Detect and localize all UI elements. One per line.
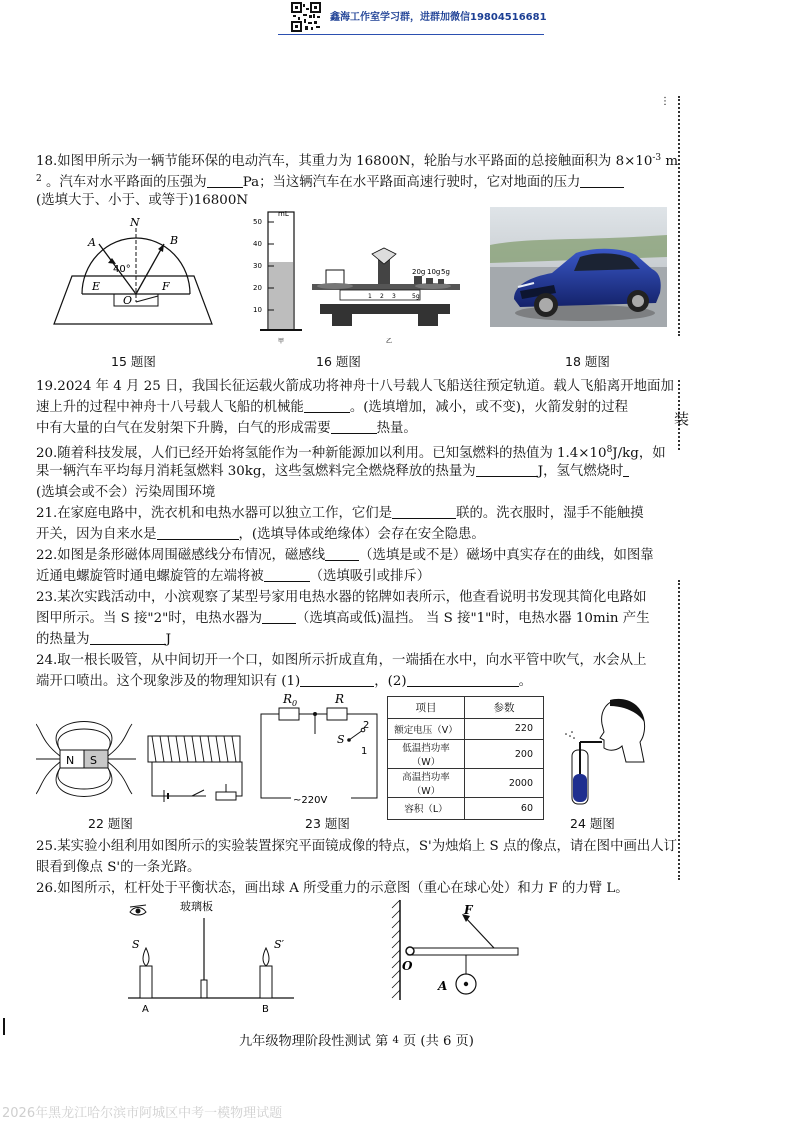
svg-text:10g: 10g [427, 268, 441, 276]
question-18-line2: $^2$ 。汽车对水平路面的压强为 Pa；当这辆汽车在水平路面高速行驶时，它对地面的压力 [36, 169, 672, 194]
svg-text:R: R [335, 692, 345, 706]
switch-blade [349, 730, 363, 740]
svg-text:2: 2 [380, 293, 384, 300]
answer-blank-24-1[interactable] [300, 672, 374, 687]
svg-text:1: 1 [368, 293, 372, 300]
svg-text:20: 20 [253, 284, 262, 292]
svg-text:O: O [402, 959, 413, 973]
svg-text:甲: 甲 [278, 338, 285, 344]
figure-25-plane-mirror [118, 898, 304, 1018]
table-row: 低温挡功率（W） 200 [388, 740, 544, 769]
lever-bar [408, 948, 518, 955]
answer-blank-20-2[interactable] [623, 462, 629, 477]
resistor-r [327, 708, 347, 720]
svg-text:20g: 20g [412, 268, 426, 276]
table-row: 高温挡功率（W） 2000 [388, 769, 544, 798]
svg-text:5g: 5g [412, 293, 420, 300]
question-23: 23.某次实践活动中，小滨观察了某型号家用电热水器的铭牌如表所示，他查看说明书发现其简化电路如 [36, 590, 647, 605]
plane-mirror-base [54, 276, 212, 324]
figure-23-circuit [255, 690, 385, 808]
table-row: 容积（L） 60 [388, 798, 544, 820]
watermark-title: 2026年黑龙江哈尔滨市阿城区中考一模物理试题 [2, 1106, 283, 1121]
label-a: A [88, 236, 96, 249]
svg-text:B: B [262, 1004, 269, 1015]
question-20-line3: (选填会或不会）污染周围环境 [36, 485, 216, 500]
svg-text:2: 2 [363, 720, 370, 731]
reflected-ray [136, 244, 164, 294]
question-19-line2: 速上升的过程中神舟十八号载人飞船的机械能 。(选填增加，减小，或不变)，火箭发射的过程 [36, 400, 629, 415]
binding-dotted-line-top [678, 96, 680, 336]
question-23-line3: 的热量为 J [36, 632, 171, 647]
answer-blank-18-2[interactable] [580, 173, 624, 188]
magnet-n-pole: N [66, 754, 75, 767]
svg-text:mL: mL [278, 210, 289, 218]
question-25: 25.某实验小组利用如图所示的实验装置探究平面镜成像的特点，S'为烛焰上 S 点的像点，请在图中画出人订 [36, 839, 678, 854]
svg-text:A: A [142, 1004, 149, 1015]
figure-15-reflection-diagram [44, 214, 224, 334]
answer-blank-18-1[interactable] [207, 173, 243, 188]
answer-blank-19-2[interactable] [331, 419, 377, 434]
balance-base [320, 304, 450, 314]
svg-text:A: A [438, 979, 448, 993]
header-promo-text: 鑫海工作室学习群，进群加微信19804516681 [330, 12, 547, 23]
figure-18-electric-car-photo [490, 207, 667, 327]
answer-blank-20-1[interactable] [476, 462, 538, 477]
question-25-line2: 眼看到像点 S'的一条光路。 [36, 860, 201, 875]
answer-blank-23-2[interactable] [90, 630, 166, 645]
question-23-line2: 图甲所示。当 S 接"2"时，电热水器为 （选填高或低)温挡。 当 S 接"1"时，电热水器 10min 产生 [36, 611, 650, 626]
figure-15-caption: 15 题图 [111, 354, 156, 369]
svg-text:3: 3 [392, 293, 396, 300]
answer-blank-22-1[interactable] [325, 546, 359, 561]
label-angle: 40° [113, 264, 131, 275]
label-n: N [130, 216, 140, 229]
svg-text:5g: 5g [441, 268, 450, 276]
answer-blank-24-2[interactable] [407, 672, 519, 687]
question-19: 19.2024 年 4 月 25 日，我国长征运载火箭成功将神舟十八号载人飞船送往预定轨道。载人飞船离开地面加 [36, 379, 674, 394]
figure-22-caption: 22 题图 [88, 816, 133, 831]
question-24-line2: 端开口喷出。这个现象涉及的物理知识有 (1) ，(2) 。 [36, 674, 533, 689]
svg-text:10: 10 [253, 306, 262, 314]
question-20-line2: 果一辆汽车平均每月消耗氢燃料 30kg，这些氢燃料完全燃烧释放的热量为 J，氢气燃烧时 [36, 461, 672, 483]
question-22: 22.如图是条形磁体周围磁感线分布情况，磁感线 （选填是或不是）磁场中真实存在的曲线，如图靠 [36, 548, 654, 563]
svg-text:50: 50 [253, 218, 262, 226]
qr-code-image [291, 2, 321, 32]
svg-text:~220V: ~220V [293, 795, 328, 806]
figure-23-caption: 23 题图 [305, 816, 350, 831]
svg-text:S: S [132, 938, 140, 951]
question-22-line2: 近通电螺旋管时通电螺旋管的左端将被 （选填吸引或排斥） [36, 569, 431, 584]
spec-header-item: 项目 [388, 697, 465, 719]
figure-16-caption: 16 题图 [316, 354, 361, 369]
answer-blank-22-2[interactable] [264, 567, 310, 582]
question-26: 26.如图所示，杠杆处于平衡状态，画出球 A 所受重力的示意图（重心在球心处）和力 F 的力臂 L。 [36, 881, 629, 896]
answer-blank-21-2[interactable] [157, 525, 239, 540]
question-21-line2: 开关，因为自来水是 ，(选填导体或绝缘体）会存在安全隐患。 [36, 527, 485, 542]
svg-text:R0: $R_0$ [283, 692, 298, 708]
margin-mark [3, 1018, 5, 1035]
header-divider [278, 34, 544, 35]
page-number: 4 [392, 1035, 399, 1046]
svg-text:S′: S′ [274, 938, 285, 951]
magnet-s-pole: S [90, 754, 97, 767]
figure-26-lever [390, 898, 526, 1002]
pivot-o [406, 947, 414, 955]
candle-a [140, 966, 152, 998]
page-footer: 九年级物理阶段性测试 第 4 页 (共 6 页) [239, 1034, 474, 1049]
question-19-line3: 中有大量的白气在发射架下升腾，白气的形成需要 热量。 [36, 421, 417, 436]
svg-text:40: 40 [253, 240, 262, 248]
answer-blank-19-1[interactable] [304, 398, 350, 413]
label-e: E [92, 280, 101, 293]
question-21: 21.在家庭电路中，洗衣机和电热水器可以独立工作，它们是 联的。洗衣服时，湿手不能触摸 [36, 506, 644, 521]
figure-24-straw-experiment [560, 692, 650, 810]
svg-text:30: 30 [253, 262, 262, 270]
question-18: 18.如图甲所示为一辆节能环保的电动汽车，其重力为 16800N，轮胎与水平路面的总接触面积为 $8\times 10^{-3}$ m [36, 153, 679, 169]
label-b: B [170, 234, 179, 247]
svg-text:S: S [337, 733, 345, 746]
answer-blank-23-1[interactable] [262, 609, 296, 624]
figure-18-caption: 18 题图 [565, 354, 610, 369]
question-24: 24.取一根长吸管，从中间切开一个口，如图所示折成直角，一端插在水中，向水平管中吹气，水会从上 [36, 653, 647, 668]
svg-text:F: F [464, 903, 473, 917]
question-20: 20.随着科技发展，人们已经开始将氢能作为一种新能源加以利用。已知氢燃料的热值为 $1.4\times 10^8J/kg$，如 [36, 445, 666, 461]
binding-label: 装 [674, 410, 690, 428]
label-f: F [162, 280, 170, 293]
question-18-line3: (选填大于、小于、或等于)16800N [36, 193, 249, 208]
figure-16-cylinder-and-balance [250, 204, 460, 344]
resistor-r0 [279, 708, 299, 720]
corner-mark: ⋮ [660, 96, 670, 107]
force-f [464, 916, 494, 948]
candle-b [260, 966, 272, 998]
beaker [326, 270, 344, 284]
label-o: O [123, 294, 133, 307]
table-row: 额定电压（V） 220 [388, 718, 544, 740]
spec-header-value: 参数 [465, 697, 544, 719]
glass-label: 玻璃板 [180, 900, 213, 913]
svg-text:乙: 乙 [386, 338, 393, 344]
binding-dotted-line-bottom [678, 580, 680, 880]
figure-24-caption: 24 题图 [570, 816, 615, 831]
water-heater-spec-table [387, 696, 544, 820]
svg-text:1: 1 [361, 746, 368, 757]
figure-22-magnet-and-solenoid [36, 712, 246, 808]
answer-blank-21-1[interactable] [392, 504, 456, 519]
